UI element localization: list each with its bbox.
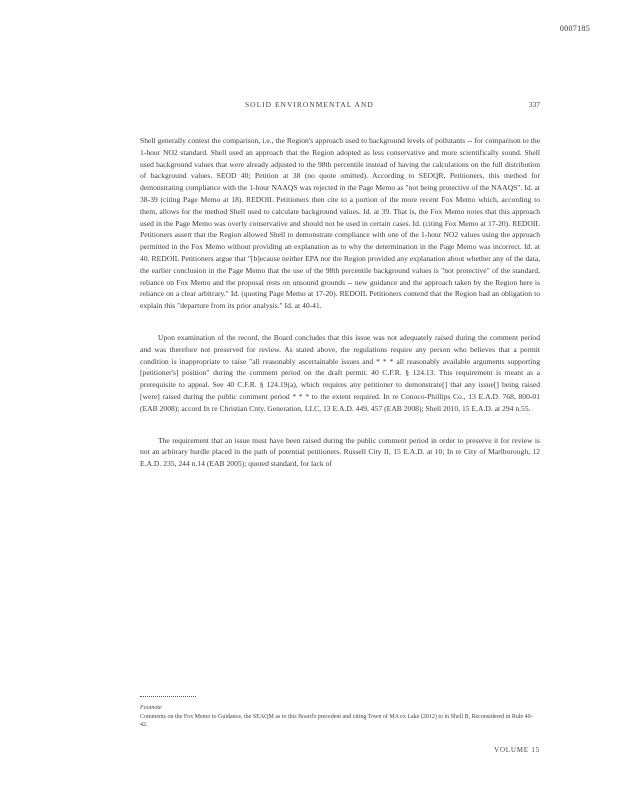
footnotes — [140, 704, 540, 730]
paragraph-3: The requirement that an issue must have been raised during the public comment period in order to preserve it for review is not an arbitrary hurdle placed in the path of potential petitioners. Russell City II, 15 E.A.D. at 10; In re City of Marlborough, 12 E.A.D. 235, 244 n.14 (EAB 2005); quoted standard, for lack of — [140, 435, 540, 469]
page-number: 337 — [528, 100, 540, 109]
paragraph-2: Upon examination of the record, the Board concludes that this issue was not adequately raised during the comment period and was therefore not preserved for review. As stated above, the regulations require any person who believes that a permit condition is inappropriate to raise "all reasonably ascertainable issues and * * * all reasonably available arguments supporting [petitioner's] position" during the comment period on the draft permit. 40 C.F.R. § 124.13. This requirement is meant as a prerequisite to appeal. See 40 C.F.R. § 124.19(a), which requires any petitioner to demonstrate[] that any issue[] being raised [were] raised during the public comment period * * * to the extent required. In re Conoco-Phillips Co., 13 E.A.D. 768, 800-01 (EAB 2008); accord In re Christian Cnty. Generation, LLC, 13 E.A.D. 449, 457 (EAB 2008); Shell 2010, 15 E.A.D. at 294 n.55. — [140, 332, 540, 413]
footnote-label: Footnote — [140, 705, 162, 711]
footnote-divider — [140, 696, 196, 697]
bates-stamp: 0007185 — [559, 24, 590, 33]
paragraph-1: Shell generally contest the comparison, i.e., the Region's approach used to background levels of pollutants -- for comparison to the 1-hour NO2 standard. Shell used an approach that the Region adopted as less conservative and more scientifically sound. Shell used background values that were already adjusted to the 98th percentile instead of having the calculations on the full distribution of background values. SEOD 40; Petition at 38 (no quote omitted). According to SEOQR, Petitioners, this method for demonstrating compliance with the 1-hour NAAQS was rejected in the Page Memo as "not being protective of the NAAQS". Id. at 38-39 (citing Page Memo at 18). REDOIL Petitioners then cite to a portion of the more recent Fox Memo which, according to them, allows for the method Shell used to calculate background values. Id. at 39. That is, the Fox Memo notes that this approach used in the Page Memo was overly conservative and should not be used in certain cases. Id. (citing Fox Memo at 17-20). REDOIL Petitioners assert that the Region allowed Shell to demonstrate compliance with one of the 1-hour NO2 values using the approach permitted in the Fox Memo without providing an explanation as to why the determination in the Page Memo was incorrect. Id. at 40. REDOIL Petitioners argue that "[b]ecause neither EPA nor the Region provided any explanation about whether any of the data, the earlier conclusion in the Page Memo that the use of the 98th percentile background values is "not protective" of the standard, reliance on Fox Memo and the proposal rests on unsound grounds -- new guidance and the approach taken by the Region here is reliance on a clear arbitrary." Id. (quoting Page Memo at 17-20). REDOIL Petitioners contend that the Region had an obligation to explain this "departure from its prior analysis." Id. at 40-41. — [140, 136, 540, 311]
footnote-text: Comments on the Fox Memo to Guidance, the SEAQM as to this Board's precedent and citing Town of MA ex Lake (2012) to in Shell B, Reconsidered in Rule 40-42. — [140, 713, 533, 729]
body-text — [140, 135, 540, 470]
volume-label: VOLUME 15 — [494, 746, 540, 754]
running-title: SOLID ENVIRONMENTAL AND — [245, 100, 374, 109]
